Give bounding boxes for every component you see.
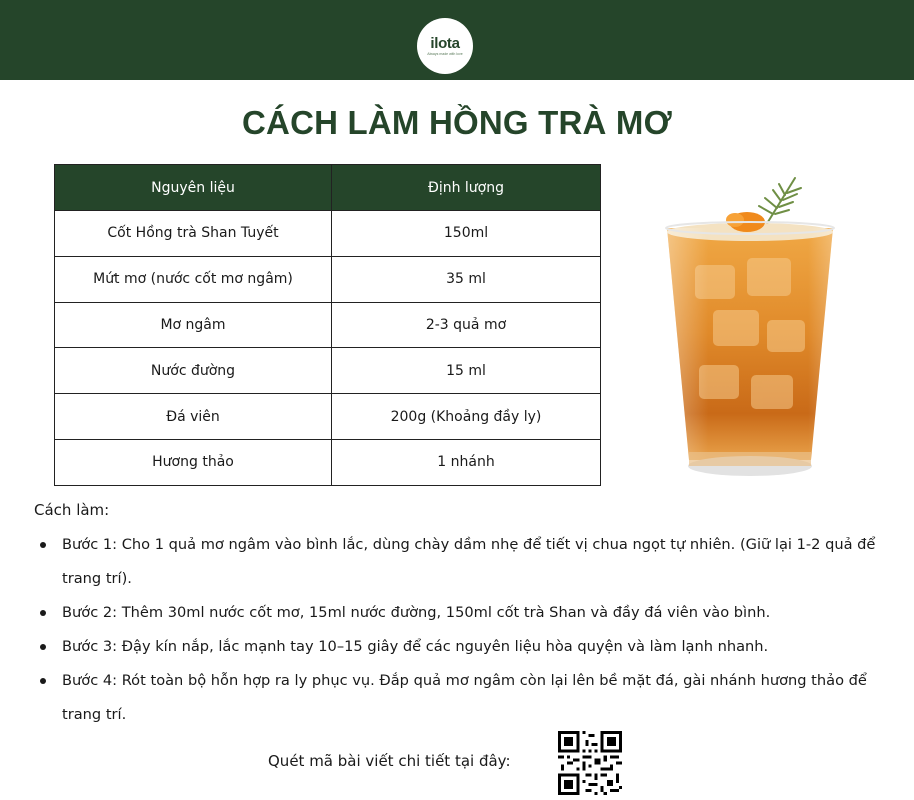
drink-photo	[655, 170, 845, 490]
table-header-row	[55, 165, 601, 211]
amount-cell: 1 nhánh	[332, 439, 601, 485]
brand-logo[interactable]	[417, 18, 473, 74]
method-heading: Cách làm:	[34, 501, 110, 519]
list-item	[34, 630, 884, 664]
table-row	[55, 256, 601, 302]
ingredients-table	[54, 164, 601, 486]
ingredient-cell: Mứt mơ (nước cốt mơ ngâm)	[55, 256, 332, 302]
table-row	[55, 439, 601, 485]
ingredient-cell: Mơ ngâm	[55, 302, 332, 348]
logo-tagline: Always made with love	[427, 52, 463, 56]
list-item	[34, 528, 884, 596]
bullet-icon	[40, 644, 46, 650]
qr-code-icon[interactable]	[558, 731, 622, 795]
step-text: Bước 2: Thêm 30ml nước cốt mơ, 15ml nước đường, 150ml cốt trà Shan và đầy đá viên vào bình.	[62, 604, 771, 621]
amount-cell: 150ml	[332, 211, 601, 257]
bullet-icon	[40, 542, 46, 548]
table-row	[55, 348, 601, 394]
amount-cell: 2-3 quả mơ	[332, 302, 601, 348]
step-text: Bước 3: Đậy kín nắp, lắc mạnh tay 10–15 giây để các nguyên liệu hòa quyện và làm lạnh nhanh.	[62, 638, 769, 655]
amount-cell: 15 ml	[332, 348, 601, 394]
page-title: CÁCH LÀM HỒNG TRÀ MƠ	[242, 104, 672, 141]
table-row	[55, 394, 601, 440]
logo-text: ilota	[430, 35, 460, 52]
list-item	[34, 596, 884, 630]
drink-illustration	[655, 170, 845, 490]
column-header-ingredient: Nguyên liệu	[55, 165, 332, 211]
step-text: Bước 4: Rót toàn bộ hỗn hợp ra ly phục vụ. Đắp quả mơ ngâm còn lại lên bề mặt đá, gài nhánh hương thảo để trang trí.	[62, 672, 867, 723]
qr-label: Quét mã bài viết chi tiết tại đây:	[268, 752, 511, 770]
ingredient-cell: Nước đường	[55, 348, 332, 394]
list-item	[34, 664, 884, 732]
bullet-icon	[40, 610, 46, 616]
bullet-icon	[40, 678, 46, 684]
step-text: Bước 1: Cho 1 quả mơ ngâm vào bình lắc, dùng chày dầm nhẹ để tiết vị chua ngọt tự nhiên. (Giữ lại 1-2 quả để trang trí).	[62, 536, 876, 587]
table-row	[55, 211, 601, 257]
column-header-amount: Định lượng	[332, 165, 601, 211]
amount-cell: 35 ml	[332, 256, 601, 302]
table-row	[55, 302, 601, 348]
header-bar	[0, 0, 914, 80]
ingredient-cell: Đá viên	[55, 394, 332, 440]
steps-list	[34, 528, 884, 732]
amount-cell: 200g (Khoảng đầy ly)	[332, 394, 601, 440]
ingredient-cell: Hương thảo	[55, 439, 332, 485]
ingredient-cell: Cốt Hồng trà Shan Tuyết	[55, 211, 332, 257]
